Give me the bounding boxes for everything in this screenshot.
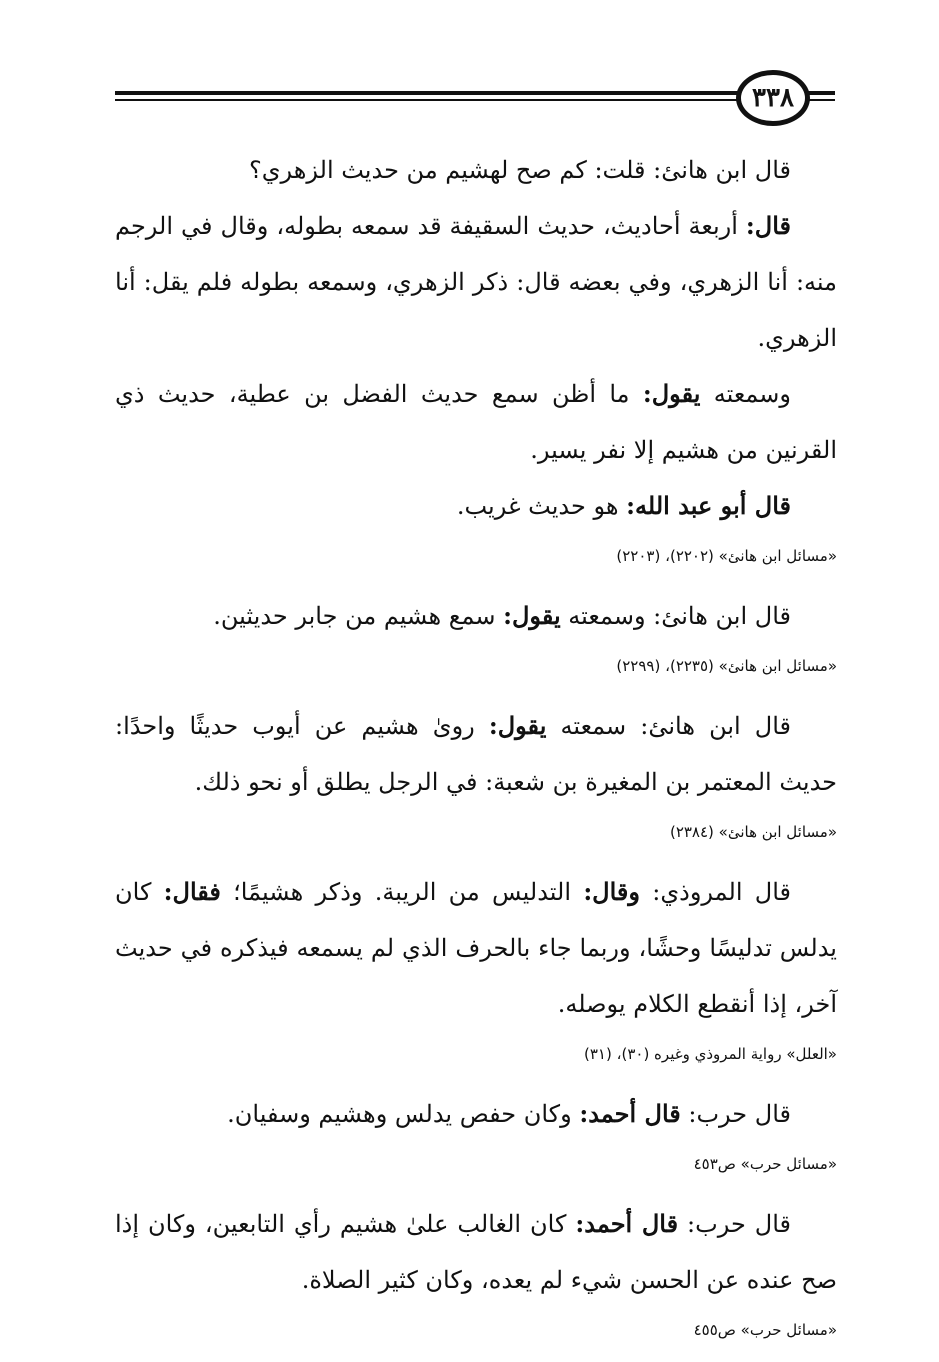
text-run: قال حرب: [680, 1100, 791, 1128]
header-thick-line [115, 91, 835, 95]
source-citation: «مسائل حرب» ص٤٥٣ [693, 1155, 837, 1173]
text-run: سمع هشيم من جابر حديثين. [213, 602, 504, 630]
header-thin-line [115, 99, 835, 101]
text-run: قال المروذي: [639, 878, 791, 906]
text-run: كان الغالب علىٰ هشيم رأي التابعين، وكان إذا صح عنده عن الحسن شيء لم يعده، وكان كثير الصلاة. [115, 1210, 837, 1294]
text-run: التدليس من الريبة. وذكر هشيمًا؛ [220, 878, 584, 906]
text-run: وكان حفص يدلس وهشيم وسفيان. [227, 1100, 580, 1128]
bold-phrase: فقال: [163, 877, 221, 906]
source-citation: «مسائل ابن هانئ» (٢٣٨٤) [669, 823, 837, 841]
body-paragraph [115, 142, 837, 198]
text-run: وسمعته [700, 380, 792, 408]
bold-phrase: يقول: [503, 601, 561, 630]
source-citation: «مسائل ابن هانئ» (٢٢٣٥)، (٢٢٩٩) [616, 657, 837, 675]
bold-phrase: يقول: [488, 711, 547, 740]
page-number: ٣٣٨ [736, 70, 810, 126]
page-content [115, 142, 837, 1362]
body-paragraph [115, 588, 837, 644]
bold-phrase: قال أبو عبد الله: [626, 491, 791, 520]
body-paragraph [115, 478, 837, 534]
bold-phrase: قال أحمد: [575, 1209, 679, 1238]
text-run: قال ابن هانئ: سمعته [546, 712, 792, 740]
text-run: كان يدلس تدليسًا وحشًا، وربما جاء بالحرف الذي لم يسمعه فيذكره في حديث آخر، إذا أنقطع الكلام يوصله. [115, 878, 837, 1018]
text-run: قال ابن هانئ: قلت: كم صح لهشيم من حديث الزهري؟ [248, 156, 791, 184]
body-paragraph [115, 1196, 837, 1308]
text-run: ما أظن سمع حديث الفضل بن عطية، حديث ذي القرنين من هشيم إلا نفر يسير. [115, 380, 837, 464]
text-run: أربعة أحاديث، حديث السقيفة قد سمعه بطوله، وقال في الرجم منه: أنا الزهري، وفي بعضه قال: ذكر الزهري، وسمعه بطوله فلم يقل: أنا الزهري. [115, 212, 837, 352]
text-run: هو حديث غريب. [456, 492, 627, 520]
text-run: قال ابن هانئ: وسمعته [560, 602, 791, 630]
text-run: روىٰ هشيم عن أيوب حديثًا واحدًا: حديث المعتمر بن المغيرة بن شعبة: في الرجل يطلق أو نحو ذلك. [115, 712, 837, 796]
body-paragraph [115, 864, 837, 1032]
text-run: قال حرب: [678, 1210, 791, 1238]
body-paragraph [115, 698, 837, 810]
bold-phrase: يقول: [642, 379, 701, 408]
source-citation: «مسائل ابن هانئ» (٢٢٠٢)، (٢٢٠٣) [616, 547, 837, 565]
header-rule [115, 91, 835, 105]
source-citation: «العلل» رواية المروذي وغيره (٣٠)، (٣١) [584, 1045, 837, 1063]
body-paragraph [115, 198, 837, 366]
source-citation: «مسائل حرب» ص٤٥٥ [693, 1321, 837, 1339]
body-paragraph [115, 1086, 837, 1142]
bold-phrase: قال أحمد: [579, 1099, 681, 1128]
body-paragraph [115, 366, 837, 478]
bold-phrase: وقال: [583, 877, 640, 906]
bold-phrase: قال: [745, 211, 791, 240]
